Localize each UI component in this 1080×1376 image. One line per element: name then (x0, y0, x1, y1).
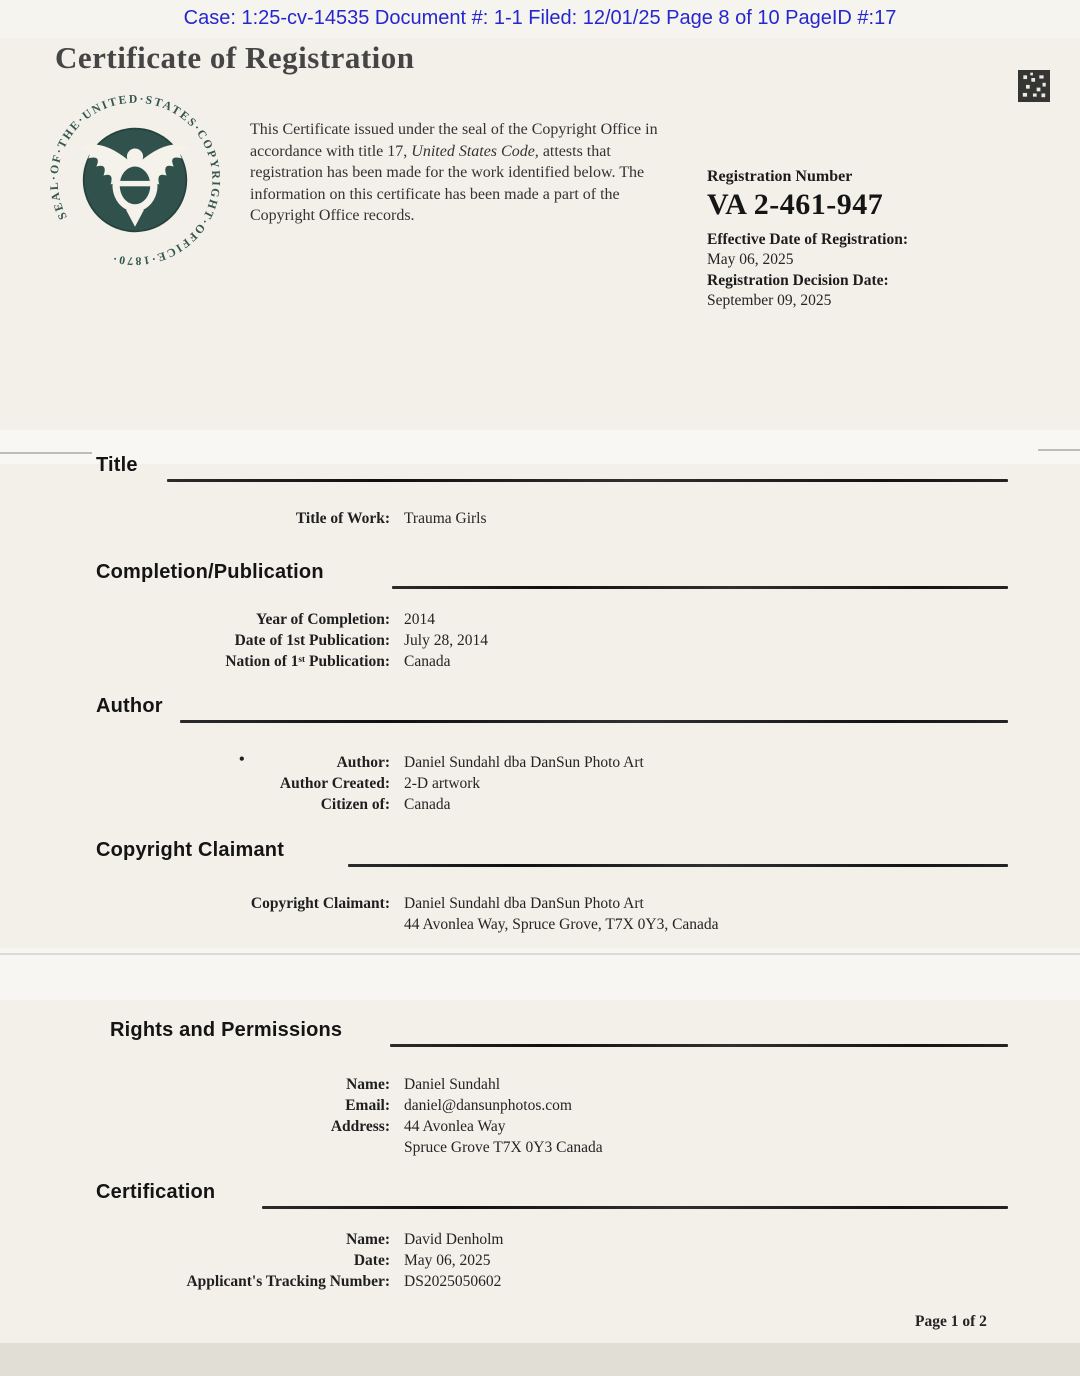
field-label: Applicant's Tracking Number: (186, 1273, 390, 1290)
field-row-date-first-publication (96, 630, 976, 651)
scan-artifact-line (0, 953, 1080, 955)
rights-address-line2: Spruce Grove T7X 0Y3 Canada (404, 1139, 603, 1156)
section-rule (390, 1044, 1008, 1047)
registration-number-label: Registration Number (707, 168, 853, 185)
field-row-certification-date (96, 1250, 976, 1271)
field-value: Daniel Sundahl (404, 1076, 500, 1093)
document-title: Certificate of Registration (55, 40, 415, 75)
section-rule (392, 586, 1008, 589)
field-row-author-created (96, 773, 976, 794)
registration-number-value: VA 2-461-947 (707, 188, 884, 221)
scan-band (0, 948, 1080, 1000)
section-heading-author: Author (96, 695, 163, 717)
field-value: DS2025050602 (404, 1273, 502, 1290)
field-label: Title of Work: (295, 510, 390, 527)
author-bullet: • (239, 751, 245, 768)
field-label: Nation of 1ˢᵗ Publication: (225, 653, 390, 670)
field-row-certification-name (96, 1229, 976, 1250)
section-heading-completion: Completion/Publication (96, 561, 324, 583)
section-rule (348, 864, 1008, 867)
effective-date-label: Effective Date of Registration: (707, 231, 908, 248)
scan-artifact-line (1038, 449, 1080, 451)
field-value: 2-D artwork (404, 775, 481, 792)
section-heading-rights: Rights and Permissions (110, 1019, 343, 1041)
field-value: Daniel Sundahl dba DanSun Photo Art (404, 754, 644, 771)
certificate-statement (250, 119, 675, 227)
section-heading-title: Title (96, 454, 138, 476)
field-value: July 28, 2014 (404, 632, 488, 649)
field-row-copyright-claimant (96, 893, 976, 935)
copyright-office-seal-icon (45, 90, 225, 270)
scan-band (0, 1343, 1080, 1376)
rights-address-line1: 44 Avonlea Way (404, 1118, 506, 1135)
field-label: Date of 1st Publication: (234, 632, 390, 649)
statement-part2: attests that registration has been made for the work identified below. The information on this certificate has been made a part of the Copyright Office records. (250, 142, 645, 224)
field-row-tracking-number (96, 1271, 976, 1292)
court-case-header: Case: 1:25-cv-14535 Document #: 1-1 Filed: 12/01/25 Page 8 of 10 PageID #:17 (183, 7, 897, 29)
field-value: Canada (404, 653, 451, 670)
field-value: Canada (404, 796, 451, 813)
field-label: Copyright Claimant: (250, 895, 390, 912)
claimant-name: Daniel Sundahl dba DanSun Photo Art (404, 895, 644, 912)
field-label: Address: (330, 1118, 390, 1135)
field-row-citizen-of (96, 794, 976, 815)
field-row-rights-email (96, 1095, 976, 1116)
barcode-stamp-icon (1018, 70, 1050, 102)
section-rule (167, 479, 1008, 482)
field-value: daniel@dansunphotos.com (404, 1097, 572, 1114)
field-value (404, 1116, 603, 1158)
field-row-rights-address (96, 1116, 976, 1158)
section-heading-certification: Certification (96, 1181, 216, 1203)
seal-ring-text: SEAL·OF·THE·UNITED·STATES·COPYRIGHT·OFFICE·1870· (47, 92, 223, 268)
decision-date-value: September 09, 2025 (707, 292, 832, 309)
field-value: Trauma Girls (404, 510, 487, 527)
field-row-author (96, 752, 976, 773)
statement-italic-citation: United States Code, (411, 142, 539, 160)
scan-artifact-line (0, 452, 92, 454)
field-value: May 06, 2025 (404, 1252, 491, 1269)
section-heading-claimant: Copyright Claimant (96, 839, 285, 861)
section-rule (262, 1206, 1008, 1209)
claimant-address: 44 Avonlea Way, Spruce Grove, T7X 0Y3, Canada (404, 916, 719, 933)
field-label: Author Created: (279, 775, 390, 792)
field-label: Year of Completion: (255, 611, 390, 628)
field-label: Name: (346, 1076, 390, 1093)
field-value: 2014 (404, 611, 435, 628)
decision-date-label: Registration Decision Date: (707, 272, 889, 289)
field-value (404, 893, 719, 935)
field-value: David Denholm (404, 1231, 504, 1248)
field-label: Date: (353, 1252, 390, 1269)
field-row-nation-first-publication (96, 651, 976, 672)
field-row-year-of-completion (96, 609, 976, 630)
page-number: Page 1 of 2 (915, 1313, 987, 1330)
field-label: Citizen of: (320, 796, 390, 813)
field-label: Email: (345, 1097, 390, 1114)
registration-block (707, 168, 1027, 312)
field-row-title-of-work (96, 508, 976, 529)
field-row-rights-name (96, 1074, 976, 1095)
field-label: Author: (336, 754, 390, 771)
effective-date-value: May 06, 2025 (707, 251, 794, 268)
statement-part1: This Certificate issued under the seal of the Copyright Office in accordance with title 17, (250, 121, 658, 160)
section-rule (180, 720, 1008, 723)
field-label: Name: (346, 1231, 390, 1248)
scan-band (0, 430, 1080, 464)
